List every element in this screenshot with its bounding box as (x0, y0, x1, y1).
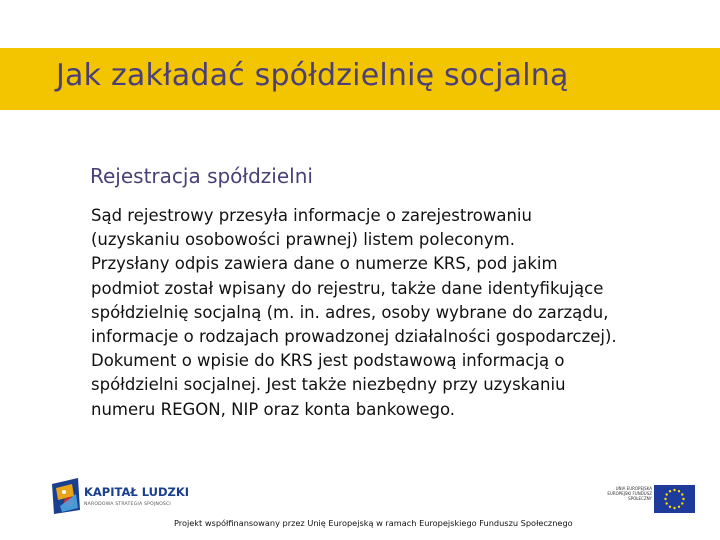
body-line: Sąd rejestrowy przesyła informacje o zarejestrowaniu (91, 206, 532, 225)
body-line: spółdzielni socjalnej. Jest także niezbędny przy uzyskaniu (91, 375, 566, 395)
kapital-ludzki-logo-icon (50, 476, 82, 516)
body-text (91, 204, 691, 422)
body-line: spółdzielnię socjalną (m. in. adres, osoby wybrane do zarządu, (91, 302, 609, 322)
body-line: numeru REGON, NIP oraz konta bankowego. (91, 399, 456, 419)
kapital-ludzki-subtitle: NARODOWA STRATEGIA SPÓJNOŚCI (84, 502, 171, 507)
body-line: Dokument o wpisie do KRS jest podstawową informacją o (91, 351, 565, 371)
body-line: informacje o rodzajach prowadzonej działalności gospodarczej). (91, 327, 617, 347)
eu-flag-icon (654, 485, 695, 513)
body-line: (uzyskaniu osobowości prawnej) listem poleconym. (91, 230, 515, 250)
eu-logo (598, 483, 698, 513)
slide-title: Jak zakładać spółdzielnię socjalną (56, 58, 569, 93)
footer-text: Projekt współfinansowany przez Unię Europejską w ramach Europejskiego Funduszu Społecznego (174, 518, 573, 528)
kapital-ludzki-name: KAPITAŁ LUDZKI (84, 485, 190, 499)
body-line: Przysłany odpis zawiera dane o numerze KRS, pod jakim (91, 254, 558, 274)
eu-logo-text: UNIA EUROPEJSKA EUROPEJSKI FUNDUSZ SPOŁECZNY (607, 486, 652, 501)
kapital-ludzki-logo (50, 476, 210, 516)
body-line: podmiot został wpisany do rejestru, także dane identyfikujące (91, 278, 604, 298)
slide-subtitle: Rejestracja spółdzielni (90, 164, 313, 188)
